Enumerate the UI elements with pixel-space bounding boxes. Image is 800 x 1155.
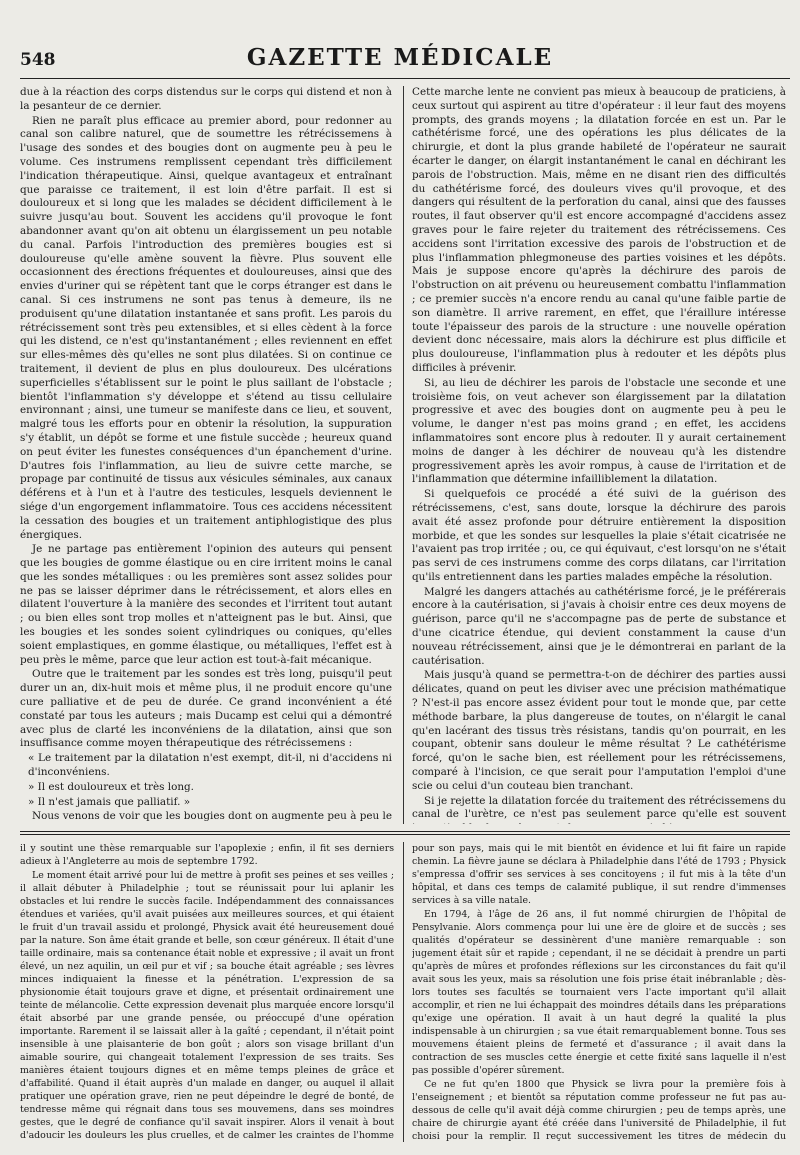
lower-right-column: [412, 842, 786, 1142]
paragraph: Rien ne paraît plus efficace au premier abord, pour redonner au canal son calibre naturel, que de soumettre les rétrécissemens à l'usage des sondes et des bougies dont on augmente peu à peu le volume. Ces instrumens remplissent cependant très difficilement l'indication thérapeutique. Ainsi, quelque avantageux et entraînant que paraisse ce traitement, il est loin d'être parfait. Il est si douloureux et si long que les malades se décident difficilement à le suivre jusqu'au bout. Souvent les accidens qu'il provoque le font abandonner avant qu'on ait obtenu un élargissement un peu notable du canal. Parfois l'introduction des premières bougies est si douloureuse qu'elle amène souvent la fièvre. Plus souvent elle occasionnent des érections fréquentes et douloureuses, ainsi que des envies d'uriner qui se répètent tant que le corps étranger est dans le canal. Si ces instrumens ne sont pas tenus à demeure, ils ne produisent qu'une dilatation instantanée et sans profit. Les parois du rétrécissement sont très peu extensibles, et si elles cèdent à la force qui les distend, ce n'est qu'instantanément ; elles reviennent en effet sur elles-mêmes dès qu'elles ne sont plus dilatées. Si on continue ce traitement, il devient de plus en plus douloureux. Des ulcérations superficielles s'établissent sur le point le plus saillant de l'obstacle ; bientôt l'inflammation s'y développe et s'étend au tissu cellulaire environnant ; ainsi, une tumeur se manifeste dans ce lieu, et souvent, malgré tous les efforts pour en obtenir la résolution, la suppuration s'y établit, un dépôt se forme et une fistule succède ; heureux quand on peut éviter les funestes conséquences d'un épanchement d'urine. D'autres fois l'inflammation, au lieu de suivre cette marche, se propage par continuité de tissus aux vésicules séminales, aux canaux déférens et à l'un et à l'autre des testicules, lesquels deviennent le siége d'un engorgement inflammatoire. Tous ces accidens nécessitent la cessation des bougies et un traitement antiphlogistique des plus énergiques.: [20, 114, 392, 541]
header-rule: [20, 78, 790, 79]
paragraph: Malgré les dangers attachés au cathétérisme forcé, je le préférerais encore à la cautérisation, si j'avais à choisir entre ces deux moyens de guérison, parce qu'il ne s'accompagne pas de perte de substance et d'une cicatrice étendue, qui devient constamment la cause d'un nouveau rétrécissement, ainsi que je le démontrerai en parlant de la cautérisation.: [412, 585, 786, 667]
paragraph: il y soutint une thèse remarquable sur l'apoplexie ; enfin, il fit ses derniers adieux à l'Angleterre au mois de septembre 1792.: [20, 843, 394, 867]
lower-left-column: [20, 842, 394, 1142]
paragraph: due à la réaction des corps distendus sur le corps qui distend et non à la pesanteur de ce dernier.: [20, 86, 392, 112]
paragraph: Ce ne fut qu'en 1800 que Physick se livra pour la première fois à l'enseignement ; et bientôt sa réputation comme professeur ne fut pas au-dessous de celle qu'il avait déjà comme chirurgien ; peu de temps après, une chaire de chirurgie ayant été créée dans l'université de Philadelphie, il fut choisi pour la remplir. Il reçut successivement les titres de médecin du: [412, 1079, 786, 1142]
paragraph: Je ne partage pas entièrement l'opinion des auteurs qui pensent que les bougies de gomme élastique ou en cire irritent moins le canal que les sondes métalliques : ou les premières sont assez solides pour ne pas se laisser déprimer dans le rétrécissement, et alors elles en dilatent l'ouverture à la manière des secondes et l'irritent tout autant ; ou bien elles sont trop molles et n'atteignent pas le but. Ainsi, que les bougies et les sondes soient cylindriques ou coniques, qu'elles soient emplastiques, en gomme élastique, ou métalliques, l'effet est à peu près le même, parce que leur action est tout-à-fait mécanique.: [20, 543, 392, 666]
paragraph: Si quelquefois ce procédé a été suivi de la guérison des rétrécissemens, c'est, sans doute, lorsque la déchirure des parois avait été assez profonde pour détruire entièrement la disposition morbide, et que les sondes sur lesquelles la plaie s'était cicatrisée ne l'avaient pas trop irritée ; ou, ce qui équivaut, c'est lorsqu'on ne s'était pas servi de ces instrumens comme des corps dilatans, car l'irritation qu'ils entretiennent dans les parties malades empêche la résolution.: [412, 488, 786, 583]
paragraph: pour son pays, mais qui le mit bientôt en évidence et lui fit faire un rapide chemin. La fièvre jaune se déclara à Philadelphie dans l'été de 1793 ; Physick s'empressa d'offrir ses services à ses concitoyens ; il fut mis à la tête d'un hôpital, et dans ces temps de calamité publique, il sut rendre d'immenses services à sa ville natale.: [412, 843, 786, 906]
paragraph: Cette marche lente ne convient pas mieux à beaucoup de praticiens, à ceux surtout qui aspirent au titre d'opérateur : il leur faut des moyens prompts, des grands moyens ; la dilatation forcée en est un. Par le cathétérisme forcé, une des opérations les plus délicates de la chirurgie, et dont la plus grande habileté de l'opérateur ne saurait écarter le danger, on élargit instantanément le canal en déchirant les parois de l'obstruction. Mais, même en ne disant rien des difficultés du cathétérisme forcé, des douleurs vives qu'il provoque, et des dangers qui résultent de la perforation du canal, ainsi que des fausses routes, il faut observer qu'il est encore accompagné d'accidens assez graves pour le faire rejeter du traitement des rétrécissemens. Ces accidens sont l'irritation excessive des parois de l'obstruction et de plus l'inflammation phlegmoneuse des parties voisines et les dépôts. Mais je suppose encore qu'après la déchirure des parois de l'obstruction on ait prévenu ou heureusement combattu l'inflammation ; ce premier succès n'a encore rendu au canal qu'une faible partie de son diamètre. Il arrive rarement, en effet, que l'éraillure intéresse toute l'épaisseur des parois de la structure : une nouvelle opération devient donc nécessaire, mais alors la déchirure est plus difficile et plus douloureuse, l'inflammation plus à redouter et les dépôts plus difficiles à prévenir.: [412, 86, 786, 374]
section-rule-double: [20, 834, 790, 835]
upper-right-column: [412, 86, 786, 824]
journal-title: GAZETTE MÉDICALE: [246, 44, 554, 71]
paragraph: Si, au lieu de déchirer les parois de l'obstacle une seconde et une troisième fois, on veut achever son élargissement par la dilatation progressive et avec des bougies dont on augmente peu à peu le volume, le danger n'est pas moins grand ; en effet, les accidens inflammatoires sont encore plus à redouter. Il y aurait certainement moins de danger à les déchirer de nouveau qu'à les distendre progressivement après les avoir rompus, à cause de l'irritation et de l'inflammation que détermine infailliblement la dilatation.: [412, 376, 786, 486]
quote-line: « Le traitement par la dilatation n'est exempt, dit-il, ni d'accidens ni d'inconvéniens.: [28, 752, 392, 779]
paragraph: En 1794, à l'âge de 26 ans, il fut nommé chirurgien de l'hôpital de Pensylvanie. Alors commença pour lui une ère de gloire et de succès ; ses qualités d'opérateur se dessinèrent d'une manière remarquable : son jugement était sûr et rapide ; cependant, il ne se décidait à prendre un parti qu'après de mûres et profondes réflexions sur les circonstances du fait qu'il avait sous les yeux, mais sa résolution une fois prise était inébranlable ; dès-lors toutes ses facultés se tournaient vers l'acte important qu'il allait accomplir, et rien ne lui échappait des moindres détails dans les préparations qu'exige une opération. Il avait à un haut degré la qualité la plus indispensable à un chirurgien ; sa vue était remarquablement bonne. Tous ses mouvemens étaient pleins de fermeté et d'assurance ; il avait dans la contraction de ses muscles cette énergie et cette fixité sans laquelle il n'est pas possible d'opérer sûrement.: [412, 909, 786, 1076]
paragraph: Le moment était arrivé pour lui de mettre à profit ses peines et ses veilles ; il allait débuter à Philadelphie ; tout se réunissait pour lui aplanir les obstacles et lui rendre le succès facile. Indépendamment des connaissances étendues et variées, qu'il avait puisées aux meilleures sources, et qui étaient le fruit d'un travail assidu et prolongé, Physick avait été heureusement doué par la nature. Son âme était grande et belle, son cœur généreux. Il était d'une taille ordinaire, mais sa contenance était noble et expressive ; il avait un front élevé, un nez aquilin, un œil pur et vif ; sa bouche était agréable ; ses lèvres minces indiquaient la finesse et la pénétration. L'expression de sa physionomie était toujours grave et digne, et présentait ordinairement une teinte de mélancolie. Cette expression devenait plus marquée encore lorsqu'il était absorbé par une grande pensée, ou préoccupé d'une opération importante. Rarement il se laissait aller à la gaîté ; cependant, il n'était point insensible à une plaisanterie de bon goût ; alors son visage brillant d'un aimable sourire, qui changeait totalement l'expression de ses traits. Ses manières étaient toujours dignes et en même temps pleines de grâce et d'affabilité. Quand il était auprès d'un malade en danger, ou auquel il allait pratiquer une opération grave, rien ne peut dépeindre le degré de bonté, de tendresse même qui régnait dans tous ses mouvemens, dans ses moindres gestes, que le degré de confiance qu'il savait inspirer. Alors il venait à bout d'adoucir les douleurs les plus cruelles, et de calmer les craintes de l'homme: [20, 870, 394, 1141]
section-rule: [20, 831, 790, 832]
page-number: 548: [20, 50, 56, 70]
paragraph: Si je rejette la dilatation forcée du traitement des rétrécissemens du canal de l'urètre, ce n'est pas seulement parce qu'elle est souvent: [412, 794, 786, 821]
upper-left-column: [20, 86, 392, 824]
quote-line: » Il n'est jamais que palliatif. »: [28, 795, 191, 808]
paragraph: Nous venons de voir que les bougies dont on augmente peu à peu le: [32, 810, 392, 823]
column-divider: [403, 842, 404, 1142]
paragraph: Outre que le traitement par les sondes est très long, puisqu'il peut durer un an, dix-huit mois et même plus, il ne produit encore qu'une cure palliative et de peu de durée. Ce grand inconvénient a été constaté par tous les auteurs ; mais Ducamp est celui qui a démontré avec plus de clarté les inconvéniens de la dilatation, ainsi que son insuffisance comme moyen thérapeutique des rétrécissemens :: [20, 668, 392, 750]
column-divider: [403, 86, 404, 824]
quote-line: » Il est douloureux et très long.: [28, 780, 194, 793]
paragraph: Mais jusqu'à quand se permettra-t-on de déchirer des parties aussi délicates, quand on peut les diviser avec une précision mathématique ? N'est-il pas encore assez évident pour tout le monde que, par cette méthode barbare, la plus dangereuse de toutes, on n'élargit le canal qu'en lacérant des tissus très résistans, tandis qu'on pourrait, en les coupant, obtenir sans douleur le même résultat ? Le cathétérisme forcé, qu'on le sache bien, est réellement pour les rétrécissemens, comparé à l'incision, ce que serait pour l'amputation l'emploi d'une scie ou celui d'un couteau bien tranchant.: [412, 669, 786, 792]
